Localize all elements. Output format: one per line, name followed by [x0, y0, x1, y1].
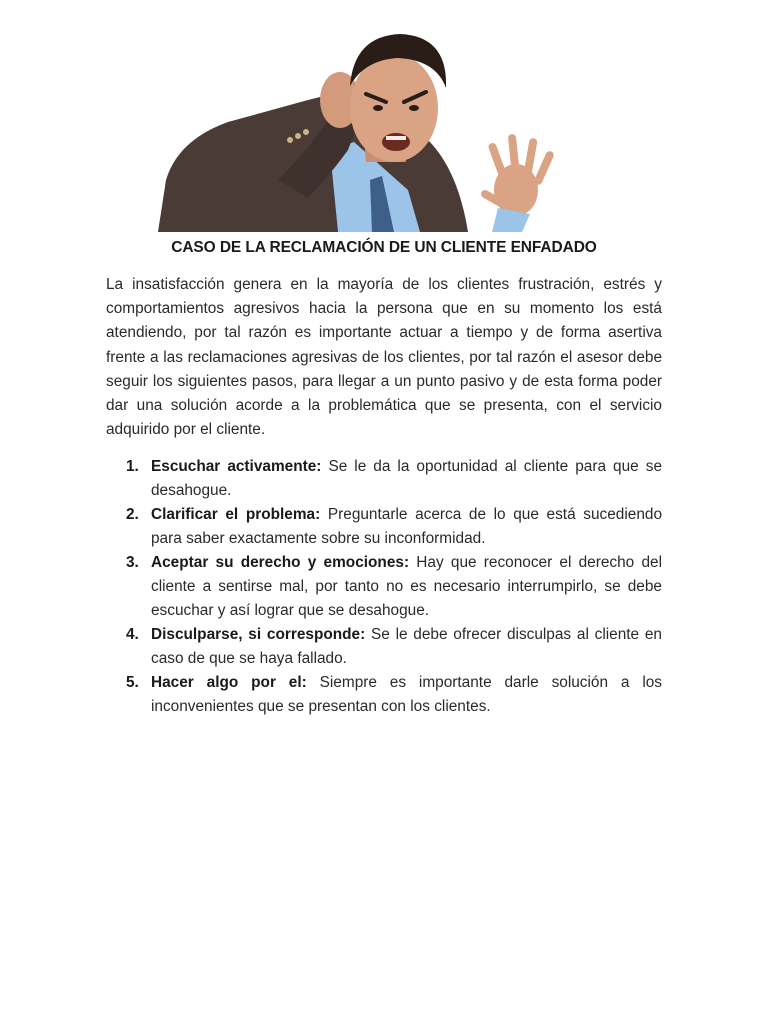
- list-item: [126, 503, 662, 551]
- step-text: Se le da la oportunidad al cliente para que se desahogue.: [151, 458, 663, 499]
- list-item: [126, 623, 662, 671]
- list-item: [126, 455, 662, 503]
- list-item: [126, 551, 662, 623]
- step-number: 3.: [126, 554, 139, 571]
- step-term: Aceptar su derecho y emociones:: [151, 554, 410, 571]
- intro-paragraph: La insatisfacción genera en la mayoría de los clientes frustración, estrés y comportamientos agresivos hacia la persona que en su momento los está atendiendo, por tal razón es importante actuar a tiempo y de forma asertiva frente a las reclamaciones agresivas de los clientes, por tal razón el asesor debe seguir los siguientes pasos, para llegar a un punto pasivo y de esta forma poder dar una solución acorde a la problemática que se presenta, con el servicio adquirido por el cliente.: [106, 276, 662, 439]
- step-text: Se le debe ofrecer disculpas al cliente en caso de que se haya fallado.: [151, 626, 662, 667]
- step-text: Preguntarle acerca de lo que está sucediendo para saber exactamente sobre su inconformidad.: [151, 506, 663, 547]
- step-term: Disculparse, si corresponde:: [151, 626, 366, 643]
- step-number: 2.: [126, 506, 139, 523]
- list-item: [126, 671, 662, 719]
- step-text: Siempre es importante darle solución a los inconvenientes que se presentan con los clientes.: [151, 674, 662, 715]
- angry-man-on-phone-photo: [158, 30, 572, 232]
- step-text: Hay que reconocer el derecho del cliente a sentirse mal, por tanto no es necesario interrumpirlo, se debe escuchar y así lograr que se desahogue.: [151, 554, 662, 619]
- steps-list: [126, 455, 662, 719]
- step-term: Escuchar activamente:: [151, 458, 322, 475]
- step-term: Hacer algo por el:: [151, 674, 307, 691]
- step-number: 1.: [126, 458, 139, 475]
- step-term: Clarificar el problema:: [151, 506, 321, 523]
- step-number: 5.: [126, 674, 139, 691]
- document-title: CASO DE LA RECLAMACIÓN DE UN CLIENTE ENFADADO: [171, 239, 597, 256]
- header-photo: [158, 30, 572, 232]
- step-number: 4.: [126, 626, 139, 643]
